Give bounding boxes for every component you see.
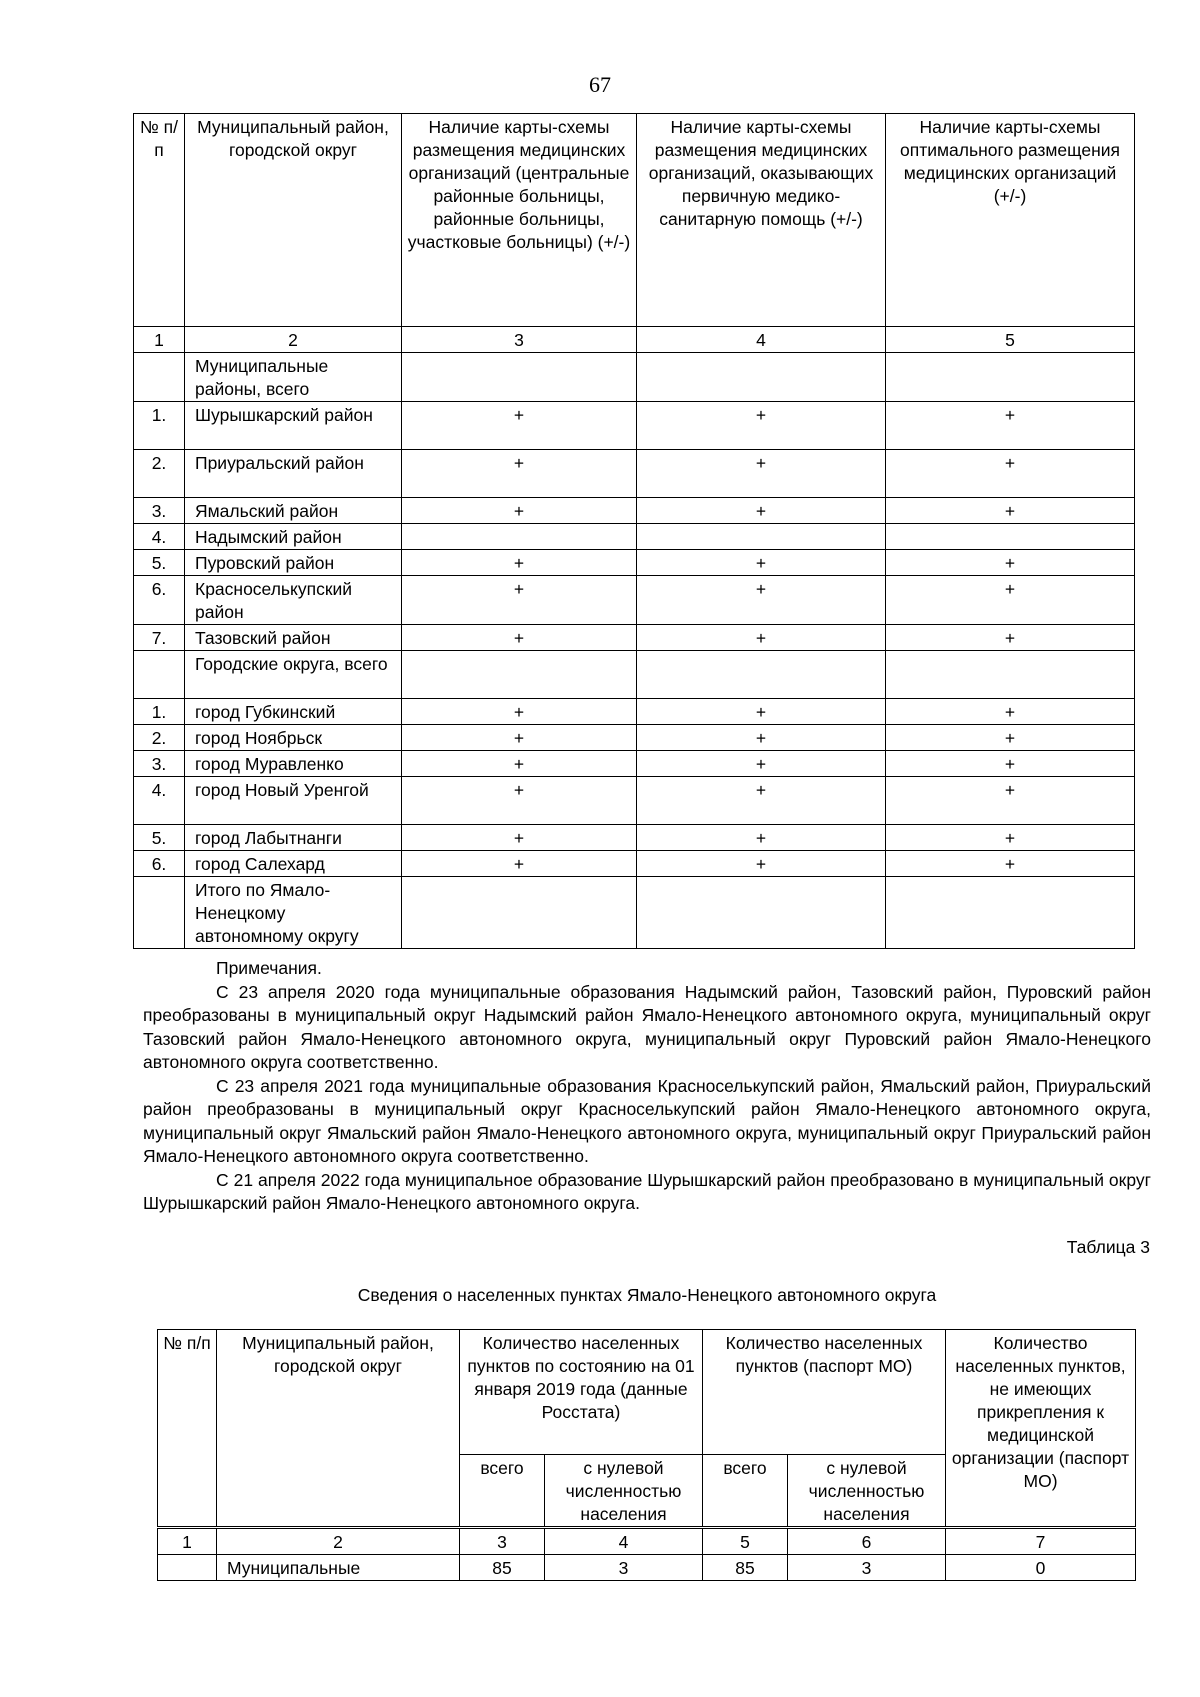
row-value-cell: + [402, 699, 637, 725]
row-number-cell: 6. [134, 851, 185, 877]
table-row [134, 725, 1135, 751]
row-value-cell: + [886, 751, 1135, 777]
row-value-cell: 3 [788, 1555, 946, 1581]
header-zero-population: с нулевой численностью населения [545, 1455, 703, 1528]
row-value-cell [637, 524, 886, 550]
row-number-cell [158, 1555, 217, 1581]
table-row [134, 699, 1135, 725]
col-number: 1 [158, 1528, 217, 1555]
row-number-cell: 6. [134, 576, 185, 625]
table-header-row [158, 1330, 1136, 1455]
row-value-cell: 85 [703, 1555, 788, 1581]
medical-map-table [133, 113, 1135, 949]
row-value-cell [637, 651, 886, 699]
row-name-cell: город Салехард [185, 851, 402, 877]
row-number-cell: 2. [134, 450, 185, 498]
row-value-cell: + [637, 699, 886, 725]
row-value-cell [402, 877, 637, 949]
row-value-cell: + [402, 402, 637, 450]
row-value-cell: + [637, 851, 886, 877]
row-value-cell [886, 877, 1135, 949]
col-number: 7 [946, 1528, 1136, 1555]
table-row [134, 576, 1135, 625]
col-number: 2 [185, 327, 402, 353]
row-number-cell: 3. [134, 751, 185, 777]
table-header-row [134, 114, 1135, 327]
row-value-cell: + [637, 751, 886, 777]
table-row [134, 353, 1135, 402]
header-total: всего [703, 1455, 788, 1528]
row-value-cell: + [637, 498, 886, 524]
row-name-cell: Ямальский район [185, 498, 402, 524]
row-name-cell: Городские округа, всего [185, 651, 402, 699]
table-row [134, 402, 1135, 450]
row-value-cell: + [637, 825, 886, 851]
column-number-row [134, 327, 1135, 353]
row-value-cell: + [402, 725, 637, 751]
table-row [134, 777, 1135, 825]
row-name-cell: город Лабытнанги [185, 825, 402, 851]
header-no-attachment: Количество населенных пунктов, не имеющих прикрепления к медицинской организации (паспорт МО) [946, 1330, 1136, 1528]
row-value-cell: + [886, 402, 1135, 450]
row-name-cell: Муниципальные [217, 1555, 460, 1581]
notes-section [143, 957, 1151, 1216]
row-name-cell: Муниципальные районы, всего [185, 353, 402, 402]
table-row [134, 498, 1135, 524]
note-paragraph: С 21 апреля 2022 года муниципальное образование Шурышкарский район преобразовано в муниципальный округ Шурышкарский район Ямало-Ненецкого автономного округа. [143, 1169, 1151, 1213]
row-number-cell: 3. [134, 498, 185, 524]
table3-label: Таблица 3 [1066, 1237, 1150, 1257]
page-number: 67 [589, 72, 611, 97]
note-paragraph: С 23 апреля 2021 года муниципальные образования Красноселькупский район, Ямальский район, Приуральский район преобразованы в муниципальный округ Красноселькупский район Ямало-Ненецкого автономного округа, муниципальный округ Ямальский район Ямало-Ненецкого автономного округа, муниципальный округ Приуральский район Ямало-Ненецкого автономного округа соответственно. [143, 1075, 1151, 1166]
table-row [134, 524, 1135, 550]
row-value-cell: + [886, 550, 1135, 576]
row-value-cell: + [886, 777, 1135, 825]
header-map-hospitals: Наличие карты-схемы размещения медицинских организаций (центральные районные больницы, районные больницы, участковые больницы) (+/-) [402, 114, 637, 327]
row-value-cell: 0 [946, 1555, 1136, 1581]
row-name-cell: Надымский район [185, 524, 402, 550]
row-value-cell [402, 524, 637, 550]
row-name-cell: Тазовский район [185, 625, 402, 651]
row-value-cell: + [886, 825, 1135, 851]
row-number-cell [134, 877, 185, 949]
row-value-cell: + [402, 851, 637, 877]
row-value-cell: + [402, 576, 637, 625]
row-value-cell [886, 651, 1135, 699]
table-row [134, 851, 1135, 877]
row-number-cell: 1. [134, 699, 185, 725]
table-row [134, 450, 1135, 498]
row-number-cell: 2. [134, 725, 185, 751]
row-number-cell [134, 651, 185, 699]
row-value-cell: + [886, 498, 1135, 524]
header-map-primary-care: Наличие карты-схемы размещения медицинских организаций, оказывающих первичную медико-санитарную помощь (+/-) [637, 114, 886, 327]
notes-heading: Примечания. [216, 958, 322, 978]
row-value-cell: + [402, 625, 637, 651]
row-value-cell: + [886, 576, 1135, 625]
row-value-cell: 85 [460, 1555, 545, 1581]
row-value-cell [637, 877, 886, 949]
row-value-cell: + [886, 625, 1135, 651]
row-name-cell: Красноселькупский район [185, 576, 402, 625]
col-number: 2 [217, 1528, 460, 1555]
table3-title: Сведения о населенных пунктах Ямало-Ненецкого автономного округа [357, 1285, 937, 1305]
row-name-cell: Шурышкарский район [185, 402, 402, 450]
row-value-cell: + [402, 777, 637, 825]
row-name-cell: Итого по Ямало-Ненецкому автономному округу [185, 877, 402, 949]
row-value-cell [402, 651, 637, 699]
row-value-cell [886, 524, 1135, 550]
column-number-row [158, 1528, 1136, 1555]
row-value-cell: + [886, 450, 1135, 498]
row-value-cell: + [637, 576, 886, 625]
header-district: Муниципальный район, городской округ [217, 1330, 460, 1528]
col-number: 5 [703, 1528, 788, 1555]
col-number: 3 [460, 1528, 545, 1555]
table-row [134, 877, 1135, 949]
header-number: № п/п [134, 114, 185, 327]
header-passport-group: Количество населенных пунктов (паспорт МО) [703, 1330, 946, 1455]
row-value-cell: + [637, 402, 886, 450]
row-value-cell: + [637, 777, 886, 825]
header-zero-population: с нулевой численностью населения [788, 1455, 946, 1528]
col-number: 4 [637, 327, 886, 353]
col-number: 4 [545, 1528, 703, 1555]
row-value-cell: + [402, 751, 637, 777]
note-paragraph: С 23 апреля 2020 года муниципальные образования Надымский район, Тазовский район, Пуровский район преобразованы в муниципальный округ Надымский район Ямало-Ненецкого автономного округа, муниципальный округ Тазовский район Ямало-Ненецкого автономного округа, муниципальный округ Пуровский район Ямало-Ненецкого автономного округа соответственно. [143, 981, 1151, 1072]
row-name-cell: город Ноябрьск [185, 725, 402, 751]
row-number-cell: 4. [134, 777, 185, 825]
col-number: 6 [788, 1528, 946, 1555]
table-row [134, 550, 1135, 576]
col-number: 1 [134, 327, 185, 353]
row-name-cell: Приуральский район [185, 450, 402, 498]
row-value-cell [637, 353, 886, 402]
header-rosstat-group: Количество населенных пунктов по состоянию на 01 января 2019 года (данные Росстата) [460, 1330, 703, 1455]
row-value-cell: + [886, 725, 1135, 751]
row-value-cell: + [886, 699, 1135, 725]
row-value-cell [402, 353, 637, 402]
row-number-cell: 5. [134, 825, 185, 851]
header-map-optimal: Наличие карты-схемы оптимального размещения медицинских организаций (+/-) [886, 114, 1135, 327]
row-value-cell: + [886, 851, 1135, 877]
row-value-cell: + [402, 825, 637, 851]
row-number-cell: 1. [134, 402, 185, 450]
table-row [134, 751, 1135, 777]
row-value-cell: + [402, 450, 637, 498]
row-value-cell: + [402, 498, 637, 524]
row-value-cell: + [637, 625, 886, 651]
row-name-cell: Пуровский район [185, 550, 402, 576]
row-number-cell: 5. [134, 550, 185, 576]
header-district: Муниципальный район, городской округ [185, 114, 402, 327]
table-row [134, 825, 1135, 851]
header-number: № п/п [158, 1330, 217, 1528]
row-number-cell: 7. [134, 625, 185, 651]
col-number: 5 [886, 327, 1135, 353]
header-total: всего [460, 1455, 545, 1528]
row-value-cell [886, 353, 1135, 402]
settlements-table [157, 1329, 1136, 1581]
row-number-cell: 4. [134, 524, 185, 550]
table-row [158, 1555, 1136, 1581]
row-number-cell [134, 353, 185, 402]
row-name-cell: город Муравленко [185, 751, 402, 777]
table-row [134, 625, 1135, 651]
row-name-cell: город Новый Уренгой [185, 777, 402, 825]
col-number: 3 [402, 327, 637, 353]
row-value-cell: + [637, 725, 886, 751]
table-row [134, 651, 1135, 699]
row-name-cell: город Губкинский [185, 699, 402, 725]
row-value-cell: + [637, 450, 886, 498]
row-value-cell: + [402, 550, 637, 576]
row-value-cell: + [637, 550, 886, 576]
row-value-cell: 3 [545, 1555, 703, 1581]
